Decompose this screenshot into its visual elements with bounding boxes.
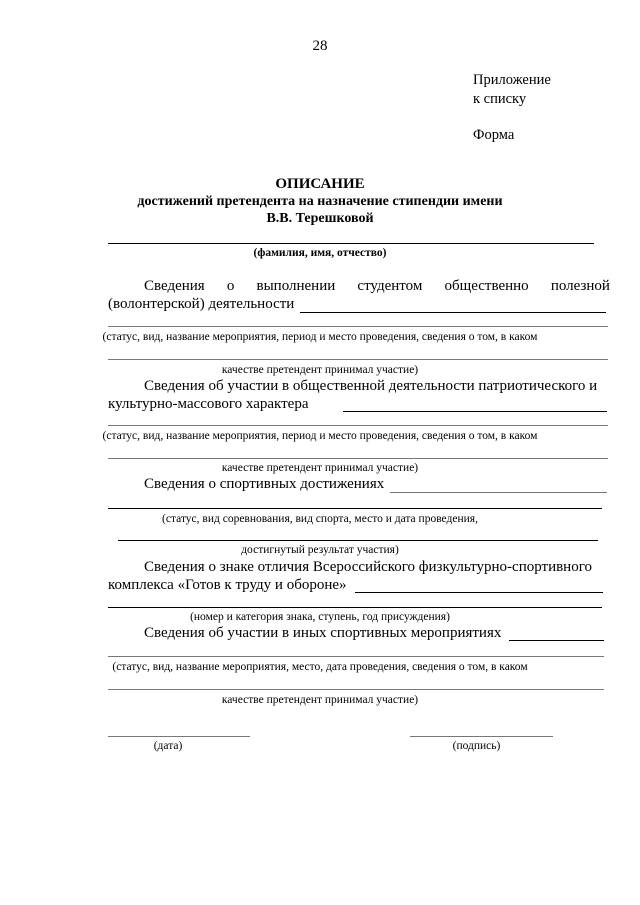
volunteer-field-line[interactable] <box>300 312 606 313</box>
volunteer-caption-1: (статус, вид, название мероприятия, период и место проведения, сведения о том, в каком <box>102 331 538 343</box>
sport-field-line[interactable] <box>390 492 607 493</box>
public-heading-line1: Сведения об участии в общественной деятельности патриотического и <box>144 378 598 394</box>
signature-field-line[interactable] <box>410 736 553 737</box>
public-field-line-3[interactable] <box>108 458 608 459</box>
sport-field-line-2[interactable] <box>108 508 602 509</box>
word: выполнении <box>256 278 336 294</box>
other-sport-field-line-3[interactable] <box>108 689 604 690</box>
volunteer-caption-2: качестве претендент принимал участие) <box>221 364 419 376</box>
appendix-list-ref: к списку <box>473 91 527 107</box>
word: Сведения <box>144 278 205 294</box>
public-caption-1: (статус, вид, название мероприятия, период и место проведения, сведения о том, в каком <box>102 430 538 442</box>
volunteer-field-line-2[interactable] <box>108 326 608 327</box>
other-sport-caption-1: (статус, вид, название мероприятия, место, дата проведения, сведения о том, в каком <box>112 661 528 673</box>
page-number: 28 <box>312 38 328 54</box>
appendix-label: Приложение <box>473 72 551 88</box>
fio-field-line[interactable] <box>108 243 594 244</box>
public-caption-2: качестве претендент принимал участие) <box>221 462 419 474</box>
fio-caption: (фамилия, имя, отчество) <box>253 247 387 259</box>
gto-heading-line2: комплекса «Готов к труду и обороне» <box>108 577 347 593</box>
volunteer-field-line-3[interactable] <box>108 359 608 360</box>
sport-field-line-3[interactable] <box>118 540 598 541</box>
word: о <box>226 278 235 294</box>
form-label: Форма <box>473 127 515 143</box>
sport-caption-2: достигнутый результат участия) <box>241 544 399 556</box>
date-field-line[interactable] <box>108 736 250 737</box>
document-subtitle-name: В.В. Терешковой <box>266 211 374 226</box>
document-title: ОПИСАНИЕ <box>275 176 365 192</box>
word: студентом <box>357 278 423 294</box>
signature-caption: (подпись) <box>452 740 501 752</box>
public-field-line[interactable] <box>343 411 607 412</box>
document-subtitle: достижений претендента на назначение стипендии имени <box>137 194 503 209</box>
volunteer-heading-line2: (волонтерской) деятельности <box>108 296 295 312</box>
gto-field-line-2[interactable] <box>108 607 602 608</box>
public-heading-line2: культурно-массового характера <box>108 396 309 412</box>
other-sport-heading: Сведения об участии в иных спортивных мероприятиях <box>144 625 502 641</box>
word: полезной <box>550 278 610 294</box>
gto-field-line[interactable] <box>355 592 603 593</box>
gto-heading-line1: Сведения о знаке отличия Всероссийского физкультурно-спортивного <box>144 559 592 575</box>
other-sport-field-line[interactable] <box>509 640 604 641</box>
other-sport-caption-2: качестве претендент принимал участие) <box>221 694 419 706</box>
date-caption: (дата) <box>153 740 183 752</box>
sport-caption-1: (статус, вид соревнования, вид спорта, место и дата проведения, <box>162 513 478 525</box>
word: общественно <box>444 278 529 294</box>
public-field-line-2[interactable] <box>108 425 608 426</box>
gto-caption: (номер и категория знака, ступень, год присуждения) <box>190 611 450 623</box>
other-sport-field-line-2[interactable] <box>108 656 604 657</box>
volunteer-heading-line1 <box>108 278 610 295</box>
sport-heading: Сведения о спортивных достижениях <box>144 476 385 492</box>
